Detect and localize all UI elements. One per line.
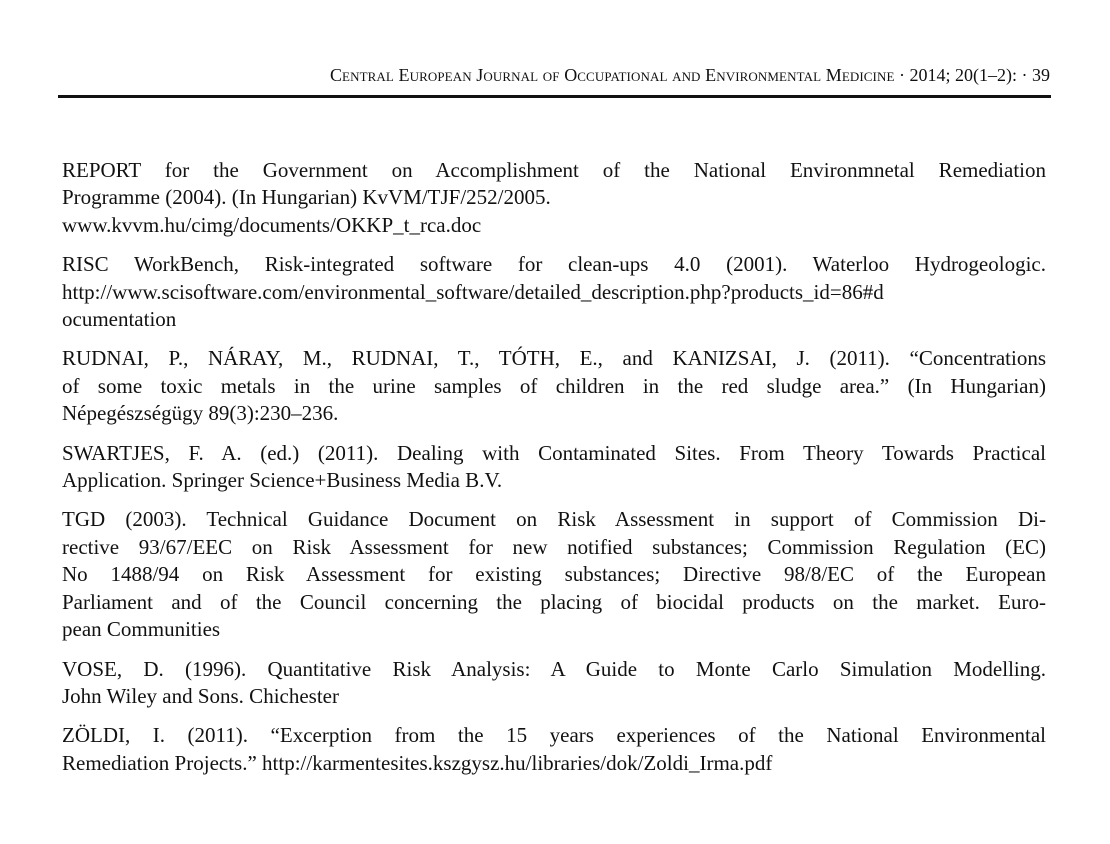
reference-line: Népegészségügy 89(3):230–236. bbox=[62, 401, 339, 426]
issue-citation: · 2014; 20(1–2): · 39 bbox=[894, 65, 1050, 85]
reference-link[interactable]: ocumentation bbox=[62, 307, 177, 332]
reference-line: Remediation Projects.” http://karmentesites.kszgysz.hu/libraries/dok/Zoldi_Irma.pdf bbox=[62, 750, 773, 775]
journal-title: Central European Journal of Occupational and Environmental Medicine bbox=[329, 65, 895, 85]
reference-line: REPORT for the Government on Accomplishment of the National Environmnetal Remediation bbox=[62, 158, 1046, 182]
reference-line: SWARTJES, F. A. (ed.) (2011). Dealing with Contaminated Sites. From Theory Towards Practical bbox=[62, 440, 1046, 465]
reference-line: VOSE, D. (1996). Quantitative Risk Analysis: A Guide to Monte Carlo Simulation Modelling. bbox=[62, 656, 1046, 681]
reference-risc-workbench bbox=[62, 251, 1046, 333]
reference-swartjes bbox=[62, 440, 1046, 495]
reference-tgd bbox=[62, 506, 1046, 643]
reference-zoldi bbox=[62, 722, 1046, 777]
reference-line: rective 93/67/EEC on Risk Assessment for new notified substances; Commission Regulation (EC) bbox=[62, 534, 1046, 559]
reference-link[interactable]: http://www.scisoftware.com/environmental_software/detailed_description.php?products_id=86#d bbox=[62, 279, 884, 304]
reference-line: Application. Springer Science+Business Media B.V. bbox=[62, 468, 503, 493]
reference-line: ZÖLDI, I. (2011). “Excerption from the 15 years experiences of the National Environmental bbox=[62, 723, 1046, 748]
reference-report-government bbox=[62, 157, 1046, 239]
reference-line: No 1488/94 on Risk Assessment for existing substances; Directive 98/8/EC of the European bbox=[62, 562, 1046, 587]
header-rule bbox=[58, 95, 1051, 98]
reference-line: of some toxic metals in the urine samples of children in the red sludge area.” (In Hungarian) bbox=[62, 373, 1046, 398]
reference-line: pean Communities bbox=[62, 617, 221, 642]
reference-line: Parliament and of the Council concerning the placing of biocidal products on the market. Euro- bbox=[62, 589, 1046, 614]
running-header bbox=[58, 62, 1050, 88]
reference-line: John Wiley and Sons. Chichester bbox=[62, 683, 339, 708]
reference-list bbox=[62, 157, 1046, 789]
reference-link[interactable]: www.kvvm.hu/cimg/documents/OKKP_t_rca.doc bbox=[62, 212, 482, 237]
reference-line: RUDNAI, P., NÁRAY, M., RUDNAI, T., TÓTH, E., and KANIZSAI, J. (2011). “Concentrations bbox=[62, 346, 1046, 371]
reference-line: Programme (2004). (In Hungarian) KvVM/TJF/252/2005. bbox=[62, 185, 551, 210]
reference-line: RISC WorkBench, Risk-integrated software for clean-ups 4.0 (2001). Waterloo Hydrogeologic. bbox=[62, 252, 1046, 277]
reference-vose bbox=[62, 656, 1046, 711]
reference-line: TGD (2003). Technical Guidance Document on Risk Assessment in support of Commission Di- bbox=[62, 507, 1046, 532]
reference-rudnai bbox=[62, 345, 1046, 427]
